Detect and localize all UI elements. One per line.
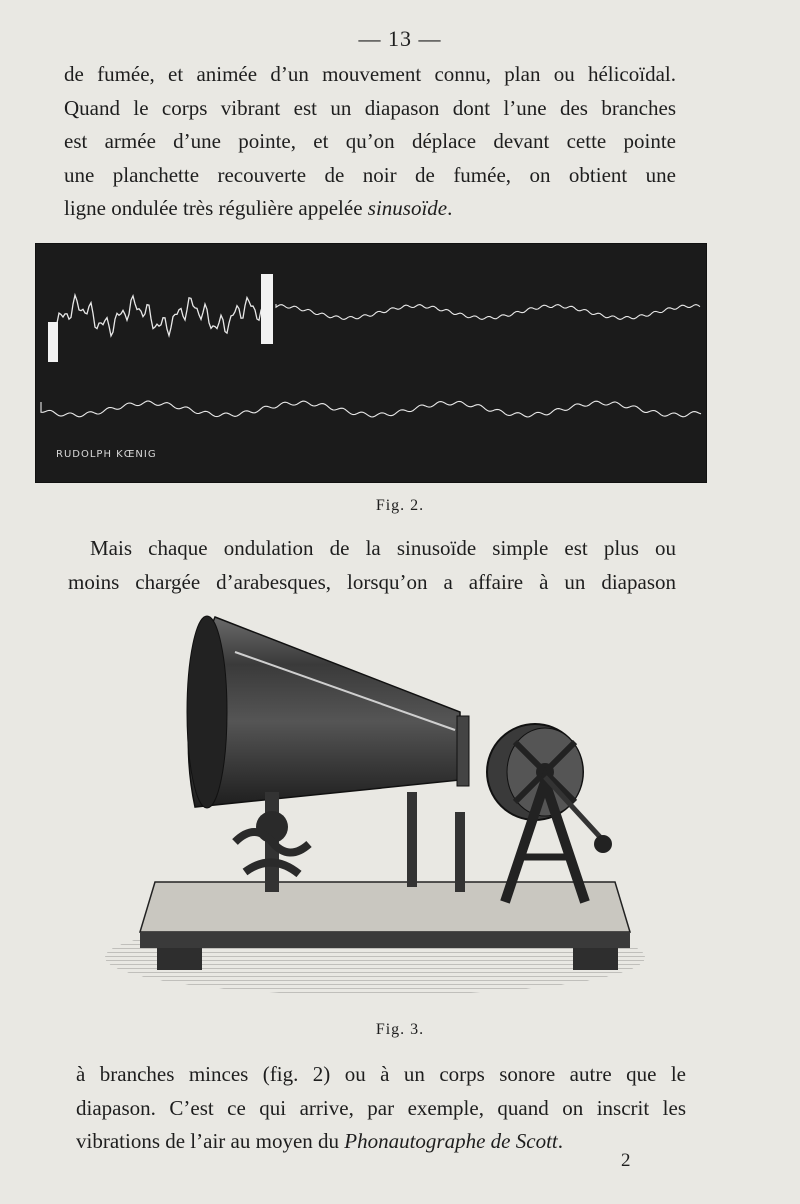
text-run: . bbox=[557, 1129, 563, 1153]
figure-2-caption: Fig. 2. bbox=[375, 497, 425, 514]
signature-mark: 2 bbox=[621, 1150, 631, 1171]
text-line: Mais chaque ondulation de la sinusoïde simple est plus ou bbox=[90, 536, 676, 560]
paragraph-3 bbox=[76, 1058, 686, 1159]
italic-term: sinusoïde bbox=[367, 196, 448, 220]
figure-2-credit: RUDOLPH KŒNIG bbox=[56, 449, 157, 460]
paragraph-2 bbox=[68, 532, 676, 599]
text-line: est armée d’une pointe, et qu’on déplace devant cette pointe bbox=[64, 129, 676, 153]
text-line: une planchette recouverte de noir de fumée, on obtient une bbox=[64, 162, 676, 187]
figure-2-waveform bbox=[35, 243, 707, 483]
trace-start-mark bbox=[48, 322, 58, 362]
trace-start-mark bbox=[261, 274, 273, 344]
figure-3-phonautograph-illustration bbox=[95, 612, 655, 1012]
italic-term: Phonautographe de Scott bbox=[344, 1129, 558, 1153]
text-line: de fumée, et animée d’un mouvement connu, plan ou hélicoïdal. bbox=[64, 62, 676, 86]
text-line: moins chargée d’arabesques, lorsqu’on a affaire à un diapason bbox=[68, 569, 676, 594]
text-line bbox=[64, 192, 676, 226]
text-run: ligne ondulée très régulière appelée bbox=[64, 196, 368, 220]
complex-wave-trace bbox=[51, 295, 265, 336]
text-run: vibrations de l’air au moyen du bbox=[76, 1129, 345, 1153]
lower-wave-trace bbox=[41, 401, 701, 417]
waveform-traces bbox=[36, 244, 706, 482]
text-line: Quand le corps vibrant est un diapason dont l’une des branches bbox=[64, 95, 676, 120]
text-line: diapason. C’est ce qui arrive, par exemple, quand on inscrit les bbox=[76, 1095, 686, 1120]
figure-3-caption: Fig. 3. bbox=[375, 1021, 425, 1038]
text-line bbox=[76, 1125, 686, 1159]
page-number: — 13 — bbox=[358, 26, 442, 51]
text-line: à branches minces (fig. 2) ou à un corps sonore autre que le bbox=[76, 1062, 686, 1086]
text-run: . bbox=[447, 196, 453, 220]
simple-wave-trace bbox=[276, 304, 700, 319]
paragraph-1 bbox=[64, 58, 676, 226]
